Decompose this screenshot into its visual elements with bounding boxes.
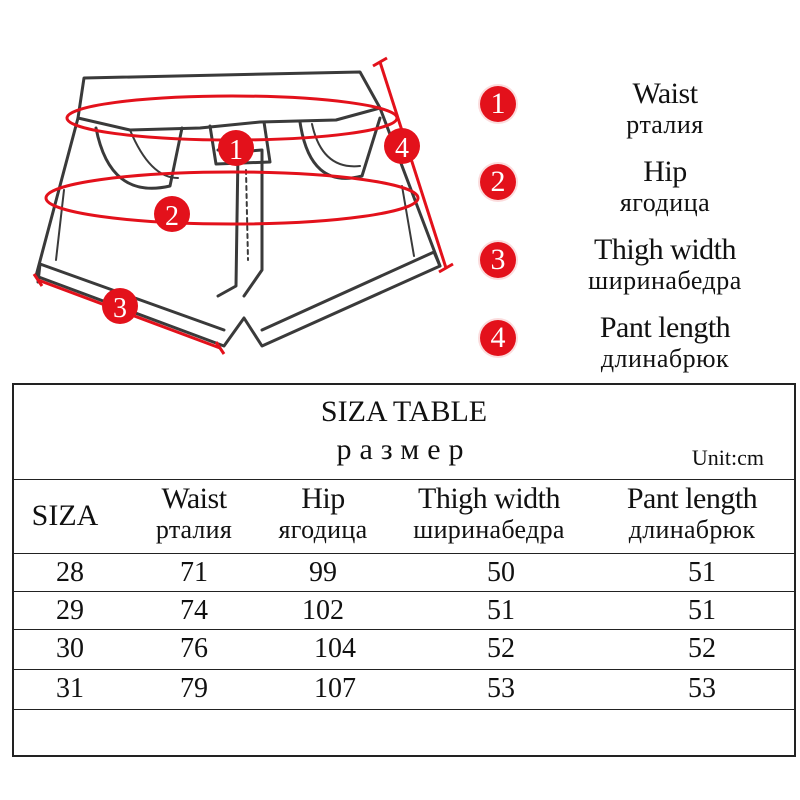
size-table <box>12 383 796 757</box>
legend-label-ru: ягодица <box>619 188 711 217</box>
svg-text:1: 1 <box>229 135 243 166</box>
legend-number-badge: 1 <box>480 86 516 122</box>
divider <box>14 709 794 710</box>
legend-item-thigh-width <box>470 234 800 304</box>
header-waist: Waist ртaлия <box>155 482 233 544</box>
table-row: 30 76 104 52 52 <box>56 633 716 664</box>
legend-label-ru: длинабрюк <box>600 344 730 373</box>
table-row: 28 71 99 50 51 <box>56 557 716 588</box>
diagram-marker-1 <box>218 130 254 166</box>
header-pant-length: Pant length длинабрюк <box>626 482 758 544</box>
table-subtitle: размер <box>336 433 472 466</box>
legend-number-badge: 3 <box>480 242 516 278</box>
svg-text:4: 4 <box>395 133 409 164</box>
divider <box>14 479 794 480</box>
legend-label-ru: ширинабедра <box>588 266 742 295</box>
legend-label-en: Waist <box>632 77 698 110</box>
table-row: 31 79 107 53 53 <box>56 673 716 704</box>
header-size: SIZA <box>31 499 99 532</box>
legend-label-ru: ртaлия <box>626 110 704 139</box>
svg-text:3: 3 <box>113 293 127 324</box>
svg-text:2: 2 <box>165 201 179 232</box>
shorts-measurement-diagram <box>0 0 460 380</box>
table-row: 29 74 102 51 51 <box>56 595 716 626</box>
header-hip: Hip ягодица <box>278 482 368 544</box>
legend-item-pant-length <box>470 312 800 382</box>
legend-number-badge: 4 <box>480 320 516 356</box>
legend-label-en: Thigh width <box>594 233 736 266</box>
legend-number-badge: 2 <box>480 164 516 200</box>
unit-label: Unit:cm <box>691 445 764 470</box>
legend-item-hip <box>470 156 800 226</box>
header-thigh-width: Thigh width ширинабедра <box>413 482 565 544</box>
hip-measure-line <box>46 172 418 224</box>
diagram-marker-3 <box>102 288 138 324</box>
legend-label-en: Hip <box>643 155 687 188</box>
diagram-marker-2 <box>154 196 190 232</box>
table-title: SIZA TABLE <box>320 395 488 428</box>
length-measure-line <box>380 62 446 268</box>
diagram-marker-4 <box>384 128 420 164</box>
legend-item-waist <box>470 78 800 148</box>
legend-label-en: Pant length <box>599 311 731 344</box>
